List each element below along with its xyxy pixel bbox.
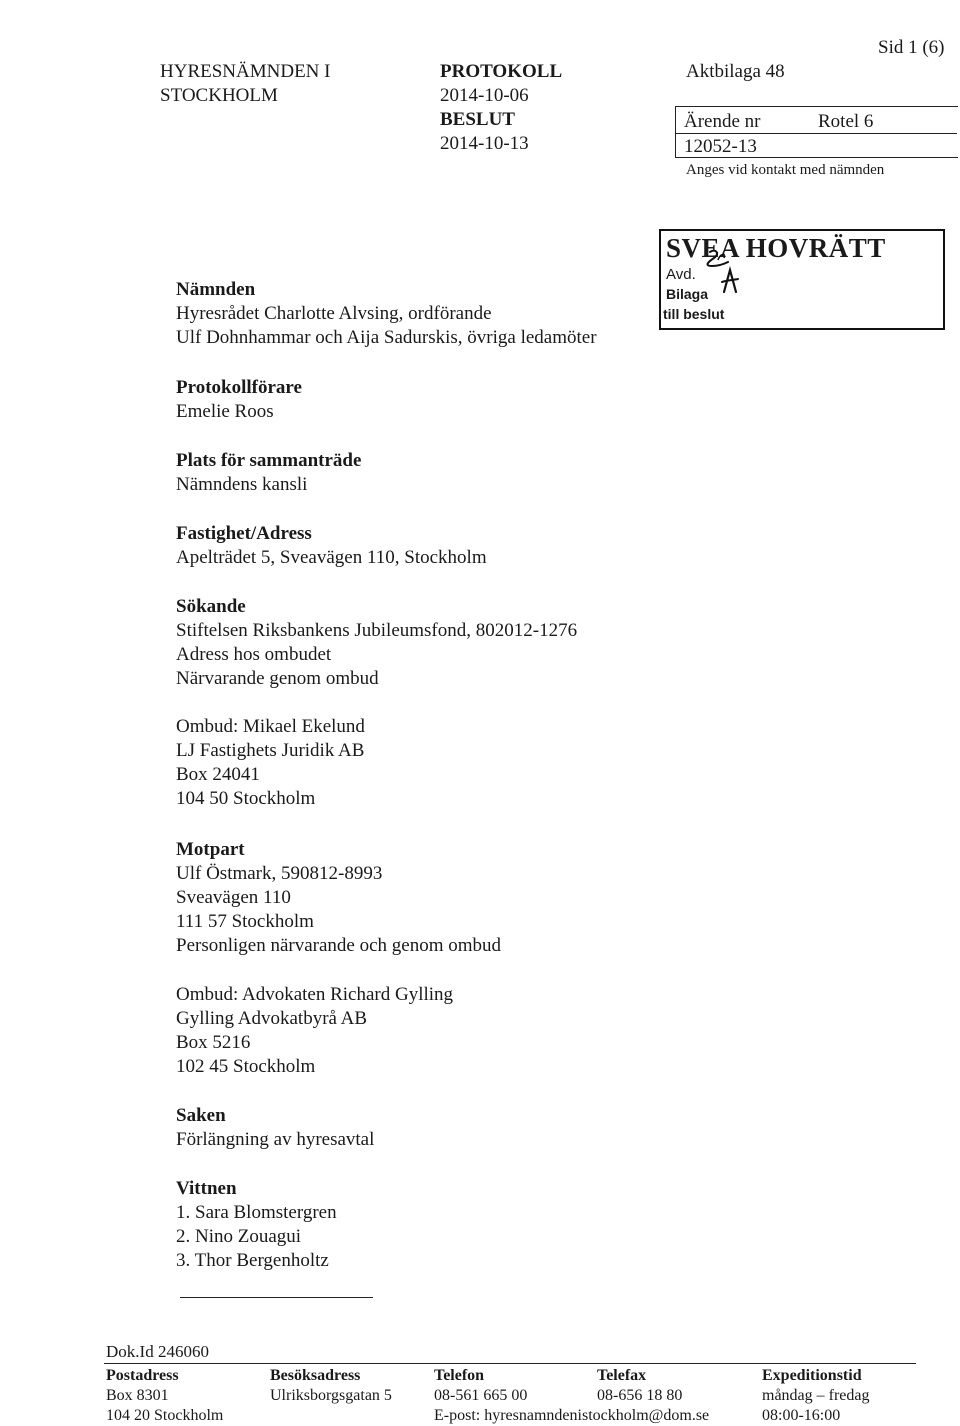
section-line: Sveavägen 110 xyxy=(176,887,291,908)
section-line: Gylling Advokatbyrå AB xyxy=(176,1008,368,1029)
document-id: Dok.Id 246060 xyxy=(106,1342,209,1361)
section-namnden xyxy=(176,278,597,350)
decision-date: 2014-10-13 xyxy=(440,133,529,154)
protocol-block xyxy=(440,60,562,156)
protocol-label: PROTOKOLL xyxy=(440,61,563,82)
section-line: Adress hos ombudet xyxy=(176,644,332,665)
stamp-bilaga-label: Bilaga xyxy=(666,286,709,302)
footer-line: 08-561 665 00 xyxy=(434,1387,528,1404)
page-number: Sid 1 (6) xyxy=(878,37,945,58)
footer-heading: Postadress xyxy=(106,1367,179,1384)
footer-line: måndag – fredag xyxy=(762,1387,870,1404)
witness-item: 3. Thor Bergenholtz xyxy=(176,1250,329,1271)
section-plats xyxy=(176,449,361,497)
footer-line: Ulriksborgsgatan 5 xyxy=(270,1387,392,1404)
footer-line: 104 20 Stockholm xyxy=(106,1407,224,1424)
section-line: Apelträdet 5, Sveavägen 110, Stockholm xyxy=(176,547,487,568)
footer-heading: Telefon xyxy=(434,1367,485,1384)
stamp-till-beslut: till beslut xyxy=(663,306,725,322)
section-fastighet xyxy=(176,522,487,570)
section-line: Ulf Östmark, 590812-8993 xyxy=(176,863,383,884)
section-line: Emelie Roos xyxy=(176,401,274,422)
section-heading: Saken xyxy=(176,1105,226,1126)
section-line: Ulf Dohnhammar och Aija Sadurskis, övriga ledamöter xyxy=(176,327,597,348)
section-heading: Motpart xyxy=(176,839,245,860)
footer-line: Box 8301 xyxy=(106,1387,169,1404)
section-heading: Nämnden xyxy=(176,279,256,300)
aktbilaga: Aktbilaga 48 xyxy=(686,61,785,82)
footer-telefax xyxy=(597,1366,682,1406)
section-line: 102 45 Stockholm xyxy=(176,1056,316,1077)
section-ombud-sokande xyxy=(176,715,365,811)
footer-heading: Expeditionstid xyxy=(762,1367,862,1384)
contact-note: Anges vid kontakt med nämnden xyxy=(686,162,885,178)
footer-heading: Besöksadress xyxy=(270,1367,361,1384)
section-line: Förlängning av hyresavtal xyxy=(176,1129,375,1150)
protocol-date: 2014-10-06 xyxy=(440,85,529,106)
section-vittnen xyxy=(176,1177,337,1273)
section-line: Närvarande genom ombud xyxy=(176,668,379,689)
court-name xyxy=(160,60,330,108)
section-line: 111 57 Stockholm xyxy=(176,911,314,932)
footer-email: E-post: hyresnamndenistockholm@dom.se xyxy=(434,1407,710,1424)
section-protokollforare xyxy=(176,376,302,424)
case-number-label: Ärende nr xyxy=(684,111,761,132)
section-line: Nämndens kansli xyxy=(176,474,308,495)
stamp-title: SVEA HOVRÄTT xyxy=(666,233,886,263)
handwritten-stamp-marks xyxy=(698,246,740,294)
witness-item: 2. Nino Zouagui xyxy=(176,1226,302,1247)
section-line: LJ Fastighets Juridik AB xyxy=(176,740,365,761)
section-line: Box 24041 xyxy=(176,764,260,785)
footer-rule xyxy=(104,1363,916,1364)
rotel: Rotel 6 xyxy=(818,111,874,132)
section-saken xyxy=(176,1104,374,1152)
section-heading: Vittnen xyxy=(176,1178,237,1199)
section-sokande xyxy=(176,595,577,691)
case-number: 12052-13 xyxy=(684,136,757,157)
section-line: Personligen närvarande och genom ombud xyxy=(176,935,502,956)
section-line: Hyresrådet Charlotte Alvsing, ordförande xyxy=(176,303,492,324)
section-motpart xyxy=(176,838,501,958)
court-name-line1: HYRESNÄMNDEN I xyxy=(160,61,331,82)
decision-label: BESLUT xyxy=(440,109,515,130)
stamp-avd-label: Avd. xyxy=(666,266,696,283)
footer-postadress xyxy=(106,1366,223,1426)
section-heading: Sökande xyxy=(176,596,246,617)
section-heading: Fastighet/Adress xyxy=(176,523,312,544)
signature-line xyxy=(180,1297,373,1298)
section-line: Stiftelsen Riksbankens Jubileumsfond, 802012-1276 xyxy=(176,620,578,641)
section-heading: Protokollförare xyxy=(176,377,302,398)
footer-expeditionstid xyxy=(762,1366,870,1426)
case-box-divider xyxy=(676,133,957,134)
witness-item: 1. Sara Blomstergren xyxy=(176,1202,337,1223)
section-line: 104 50 Stockholm xyxy=(176,788,316,809)
footer-line: 08-656 18 80 xyxy=(597,1387,683,1404)
section-line: Ombud: Advokaten Richard Gylling xyxy=(176,984,454,1005)
court-name-line2: STOCKHOLM xyxy=(160,85,278,106)
footer-line: 08:00-16:00 xyxy=(762,1407,841,1424)
section-line: Ombud: Mikael Ekelund xyxy=(176,716,365,737)
footer-besoksadress xyxy=(270,1366,392,1406)
section-heading: Plats för sammanträde xyxy=(176,450,362,471)
section-line: Box 5216 xyxy=(176,1032,251,1053)
footer-heading: Telefax xyxy=(597,1367,647,1384)
section-ombud-motpart xyxy=(176,983,453,1079)
